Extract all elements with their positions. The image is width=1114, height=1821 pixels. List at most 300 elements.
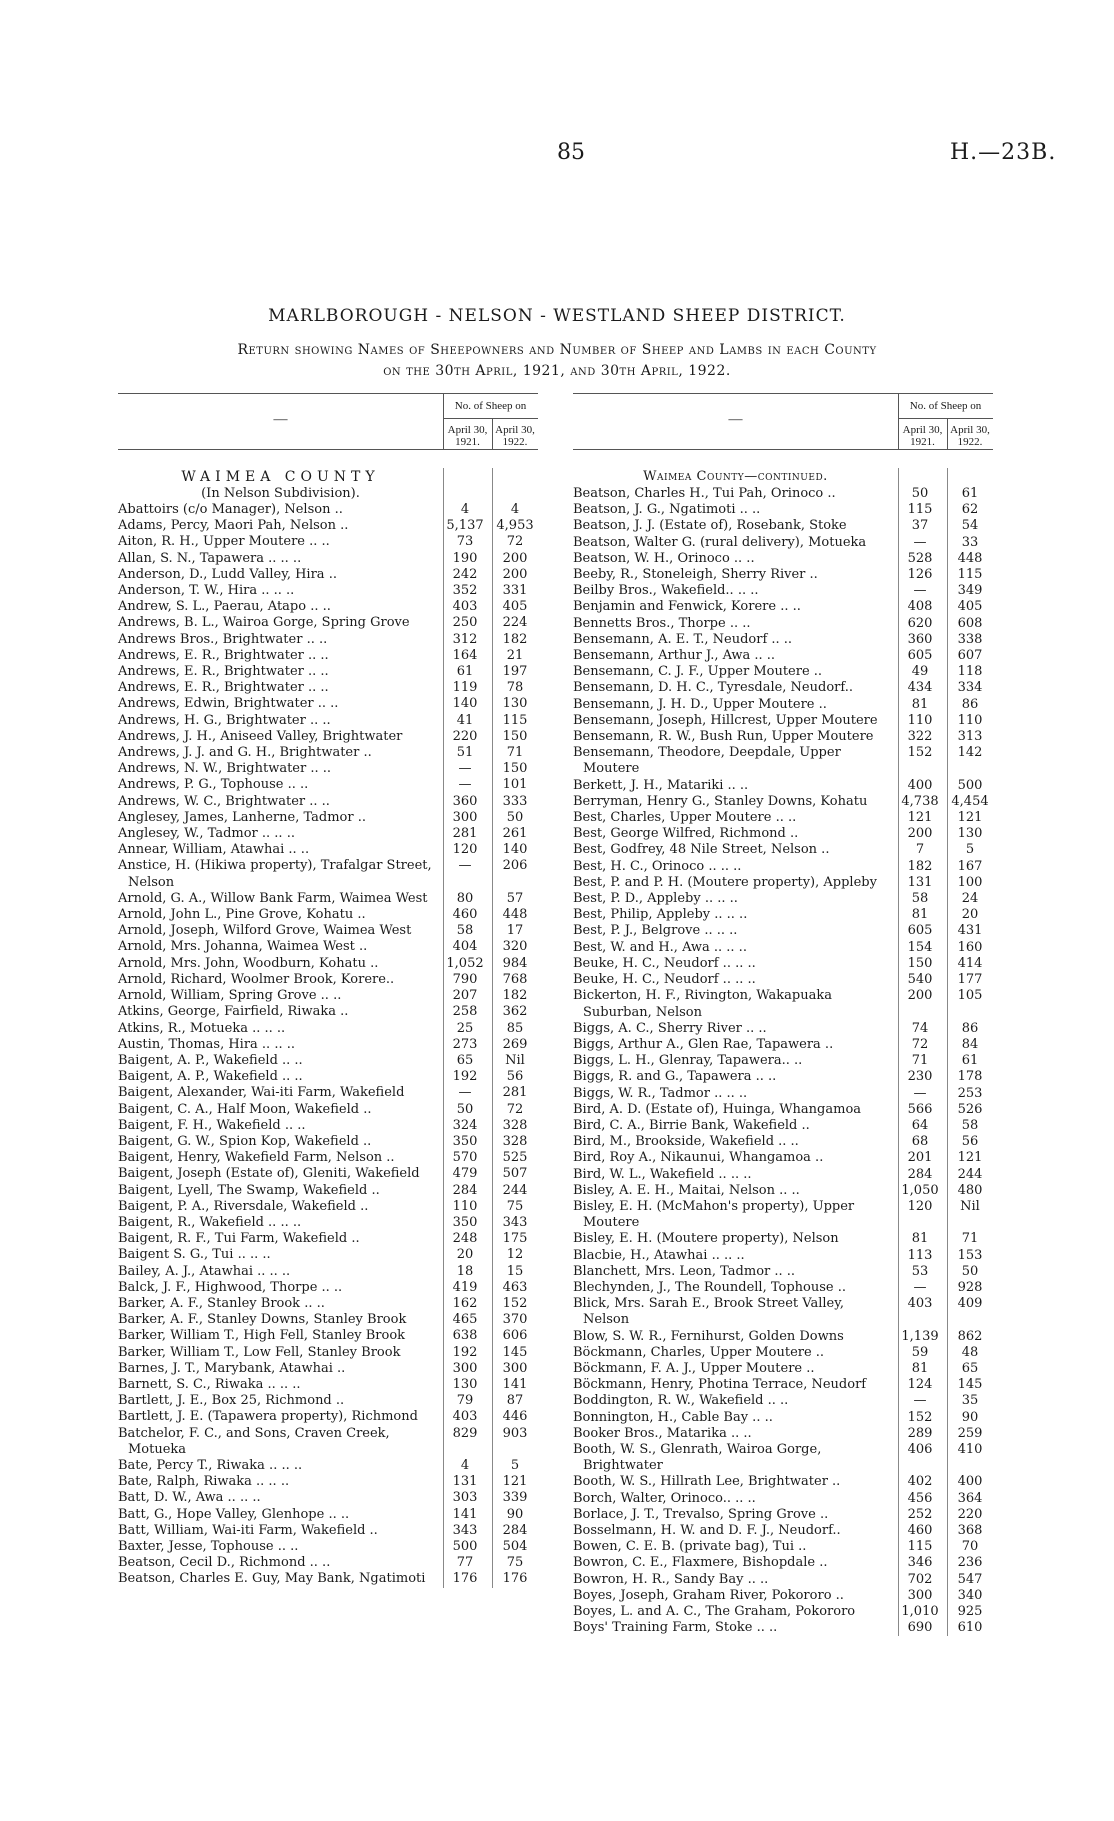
sheep-1922: 71 — [506, 745, 524, 761]
owner-name: Batt, William, Wai-iti Farm, Wakefield .. — [118, 1522, 378, 1538]
table-row — [573, 1393, 993, 1409]
table-row — [118, 534, 538, 550]
owner-name: Andrews, W. C., Brightwater .. .. — [118, 793, 330, 809]
table-row — [573, 1474, 993, 1490]
owner-name: Best, P. and P. H. (Moutere property), Appleby — [573, 874, 877, 890]
table-row — [573, 1426, 993, 1442]
sheep-1922: 400 — [957, 1474, 983, 1490]
table-row — [118, 599, 538, 615]
sheep-1921: 110 — [907, 712, 933, 728]
table-row — [573, 1361, 993, 1377]
sheep-1921: 273 — [452, 1036, 478, 1052]
table-row — [118, 1102, 538, 1118]
owner-name: Barker, William T., Low Fell, Stanley Brook — [118, 1344, 401, 1360]
owner-name: Arnold, Joseph, Wilford Grove, Waimea West — [118, 923, 412, 939]
owner-name: Arnold, G. A., Willow Bank Farm, Waimea West — [118, 890, 428, 906]
table-row — [573, 1329, 993, 1345]
table-row — [118, 664, 538, 680]
table-row — [118, 1069, 538, 1085]
table-row — [118, 1118, 538, 1134]
sheep-1922: 72 — [506, 1101, 524, 1117]
owner-name: Bird, A. D. (Estate of), Huinga, Whangamoa — [573, 1101, 862, 1117]
owner-name: Bowron, H. R., Sandy Bay .. .. — [573, 1571, 769, 1587]
sheep-1922: 56 — [506, 1069, 524, 1085]
sheep-1922: 118 — [957, 664, 983, 680]
owner-name: Andrews, H. G., Brightwater .. .. — [118, 712, 331, 728]
sheep-1921: 352 — [452, 583, 478, 599]
sheep-1921: 113 — [907, 1247, 933, 1263]
sheep-1921: 258 — [452, 1004, 478, 1020]
table-row — [573, 1523, 993, 1539]
sheep-1922: 313 — [957, 729, 983, 745]
owner-name: Blacbie, H., Atawhai .. .. .. — [573, 1247, 745, 1263]
owner-name: Bartlett, J. E., Box 25, Richmond .. — [118, 1393, 345, 1409]
sheep-1922: 100 — [957, 874, 983, 890]
table-header — [573, 393, 993, 450]
table-row — [573, 1021, 993, 1037]
sheep-1922: 176 — [502, 1571, 528, 1587]
subtitle-line-1: Return showing Names of Sheepowners and Number of Sheep and Lambs in each County — [237, 342, 877, 358]
sheep-1921: 829 — [452, 1425, 478, 1441]
sheep-1921: 605 — [907, 648, 933, 664]
owner-name: Baigent, G. W., Spion Kop, Wakefield .. — [118, 1133, 372, 1149]
right-column — [573, 393, 993, 1636]
owner-name: Baigent, R. F., Tui Farm, Wakefield .. — [118, 1231, 360, 1247]
owner-name: Benjamin and Fenwick, Korere .. .. — [573, 599, 801, 615]
owner-name: Best, P. J., Belgrove .. .. .. — [573, 923, 738, 939]
owner-name: Baigent, A. P., Wakefield .. .. — [118, 1069, 303, 1085]
table-row — [118, 1377, 538, 1393]
sheep-1921: 230 — [907, 1069, 933, 1085]
sheep-1921: 7 — [915, 842, 925, 858]
table-row — [573, 518, 993, 534]
sheep-1921: 528 — [907, 550, 933, 566]
table-row — [573, 1118, 993, 1134]
entry-list — [118, 502, 538, 1588]
sheep-1922: 87 — [506, 1393, 524, 1409]
owner-name: Bensemann, Joseph, Hillcrest, Upper Moutere — [573, 712, 878, 728]
sheep-1921: 324 — [452, 1117, 478, 1133]
sheep-1922: 405 — [502, 599, 528, 615]
sheep-1921: — — [458, 777, 472, 793]
owner-name: Beeby, R., Stoneleigh, Sherry River .. — [573, 567, 818, 583]
sheep-1922: 70 — [961, 1539, 979, 1555]
sheep-1922: 339 — [502, 1490, 528, 1506]
left-column — [118, 393, 538, 1588]
sheep-1921: 58 — [911, 891, 929, 907]
owner-name: Best, Charles, Upper Moutere .. .. — [573, 810, 797, 826]
table-row — [573, 1183, 993, 1199]
sheep-1921: 406 — [907, 1441, 933, 1457]
sheep-1922: 71 — [961, 1231, 979, 1247]
sheep-1922: 768 — [502, 971, 528, 987]
owner-name: Bate, Ralph, Riwaka .. .. .. — [118, 1474, 290, 1490]
sheep-1922: 115 — [502, 712, 528, 728]
sheep-1921: 119 — [452, 680, 478, 696]
subdivision-heading: (In Nelson Subdivision). — [201, 486, 360, 501]
sheep-1921: 150 — [907, 955, 933, 971]
sheep-1922: 105 — [957, 988, 983, 1004]
owner-name: Biggs, L. H., Glenray, Tapawera.. .. — [573, 1053, 803, 1069]
sheep-1921: 200 — [907, 988, 933, 1004]
sheep-1922: 121 — [957, 810, 983, 826]
sheep-1922: 200 — [502, 550, 528, 566]
sheep-1921: 68 — [911, 1134, 929, 1150]
sheep-1922: 50 — [961, 1263, 979, 1279]
sheep-1921: 176 — [452, 1571, 478, 1587]
table-row — [118, 1296, 538, 1312]
owner-name: Best, Philip, Appleby .. .. .. — [573, 907, 748, 923]
sheep-1922: 284 — [502, 1522, 528, 1538]
sheep-1921: 403 — [452, 1409, 478, 1425]
sheep-1922: 328 — [502, 1133, 528, 1149]
sheep-1922: 84 — [961, 1036, 979, 1052]
owner-name: Bickerton, H. F., Rivington, Wakapuaka Suburban, Nelson — [573, 988, 832, 1020]
sheep-1921: — — [913, 1279, 927, 1295]
owner-name: Beatson, J. J. (Estate of), Rosebank, Stoke — [573, 518, 847, 534]
owner-name: Beatson, Charles H., Tui Pah, Orinoco .. — [573, 486, 836, 501]
sheep-1921: 73 — [456, 534, 474, 550]
table-row — [118, 1426, 538, 1458]
table-row — [573, 1410, 993, 1426]
table-row — [118, 761, 538, 777]
sheep-1921: 500 — [452, 1539, 478, 1554]
sheep-1922: 253 — [957, 1085, 983, 1101]
sheep-1921: 50 — [456, 1101, 474, 1117]
sheep-1922: 12 — [506, 1247, 524, 1263]
table-row — [573, 1280, 993, 1296]
owner-name: Batchelor, F. C., and Sons, Craven Creek, Motueka — [118, 1425, 390, 1457]
table-row — [573, 745, 993, 777]
owner-name: Arnold, John L., Pine Grove, Kohatu .. — [118, 907, 366, 923]
owner-name: Atkins, R., Motueka .. .. .. — [118, 1020, 286, 1036]
table-row — [118, 972, 538, 988]
sheep-1921: — — [913, 1393, 927, 1409]
table-row — [573, 1167, 993, 1183]
owner-name: Allan, S. N., Tapawera .. .. .. — [118, 550, 302, 566]
owner-name: Booth, W. S., Glenrath, Wairoa Gorge, Brightwater — [573, 1441, 822, 1474]
sheep-1922: 331 — [502, 583, 528, 599]
sheep-1921: 419 — [452, 1279, 478, 1295]
sheep-1921: 154 — [907, 939, 933, 955]
sheep-1922: 925 — [957, 1604, 983, 1620]
table-row — [573, 923, 993, 939]
table-body — [118, 468, 538, 1588]
sheep-1921: 25 — [456, 1020, 474, 1036]
sheep-1922: 152 — [502, 1295, 528, 1311]
owner-name: Bensemann, C. J. F., Upper Moutere .. — [573, 664, 823, 680]
table-row — [118, 615, 538, 631]
sheep-1921: 312 — [452, 631, 478, 647]
sheep-1922: 362 — [502, 1004, 528, 1020]
sheep-1922: 4 — [510, 502, 520, 517]
owner-name: Andrews, J. H., Aniseed Valley, Brightwater — [118, 728, 403, 744]
table-row — [573, 1231, 993, 1247]
sheep-1921: 242 — [452, 566, 478, 582]
sheep-1921: 400 — [907, 777, 933, 793]
sheep-1922: 364 — [957, 1490, 983, 1506]
sheep-1922: 507 — [502, 1166, 528, 1182]
sheep-1921: 284 — [907, 1166, 933, 1182]
sheep-1921: — — [458, 1085, 472, 1101]
owner-name: Booker Bros., Matarika .. .. — [573, 1425, 752, 1441]
table-row — [118, 713, 538, 729]
owner-name: Bowen, C. E. B. (private bag), Tui .. — [573, 1539, 807, 1555]
sheep-1921: 152 — [907, 745, 933, 761]
sheep-1922: 90 — [506, 1506, 524, 1522]
sheep-1922: 281 — [502, 1085, 528, 1101]
sheep-1922: 340 — [957, 1587, 983, 1603]
table-row — [573, 1555, 993, 1571]
owner-name: Arnold, Mrs. John, Woodburn, Kohatu .. — [118, 955, 379, 971]
table-row — [573, 1296, 993, 1328]
table-row — [118, 551, 538, 567]
sheep-1922: 15 — [506, 1263, 524, 1279]
owner-name: Bird, M., Brookside, Wakefield .. .. — [573, 1134, 799, 1150]
owner-name: Boys' Training Farm, Stoke .. .. — [573, 1620, 778, 1636]
sheep-1921: 182 — [907, 858, 933, 874]
sheep-1922: 178 — [957, 1069, 983, 1085]
sheep-1921: 1,050 — [901, 1182, 939, 1198]
table-row — [573, 1491, 993, 1507]
sheep-1921: 20 — [456, 1247, 474, 1263]
table-row — [118, 583, 538, 599]
table-row — [118, 1571, 538, 1587]
owner-name: Bonnington, H., Cable Bay .. .. — [573, 1409, 773, 1425]
table-row — [118, 1231, 538, 1247]
sheep-1922: 62 — [961, 502, 979, 518]
sheep-1921: 408 — [907, 599, 933, 615]
sheep-1921: 190 — [452, 550, 478, 566]
table-row — [573, 632, 993, 648]
owner-name: Atkins, George, Fairfield, Riwaka .. — [118, 1004, 349, 1020]
table-row — [573, 1377, 993, 1393]
sheep-1922: 167 — [957, 858, 983, 874]
table-row — [118, 1555, 538, 1571]
table-row — [118, 1166, 538, 1182]
table-row — [573, 988, 993, 1020]
sheep-1922: 20 — [961, 907, 979, 923]
table-row — [573, 891, 993, 907]
sheep-1921: 350 — [452, 1133, 478, 1149]
sheep-1922: 58 — [961, 1117, 979, 1133]
owner-name: Baxter, Jesse, Tophouse .. .. — [118, 1539, 299, 1554]
sheep-1921: 1,052 — [446, 955, 484, 971]
table-row — [573, 1539, 993, 1555]
table-row — [573, 1345, 993, 1361]
sheep-1921: 300 — [452, 1360, 478, 1376]
table-row — [118, 632, 538, 648]
sheep-1922: 57 — [506, 890, 524, 906]
table-row — [573, 664, 993, 680]
sheep-1921: 53 — [911, 1263, 929, 1279]
owner-name: Andrews, E. R., Brightwater .. .. — [118, 664, 329, 680]
sheep-1921: 115 — [907, 1539, 933, 1555]
owner-name: Bate, Percy T., Riwaka .. .. .. — [118, 1457, 303, 1473]
sheep-1921: 162 — [452, 1295, 478, 1311]
table-row — [118, 1134, 538, 1150]
table-row — [118, 842, 538, 858]
table-row — [118, 1328, 538, 1344]
sheep-1921: 81 — [911, 696, 929, 712]
sheep-1921: 120 — [452, 842, 478, 858]
owner-name: Arnold, Mrs. Johanna, Waimea West .. — [118, 939, 368, 955]
table-row — [573, 1507, 993, 1523]
table-row — [118, 696, 538, 712]
county-heading: WAIMEA COUNTY — [181, 469, 380, 485]
sheep-1921: 79 — [456, 1393, 474, 1409]
owner-name: Andrews, P. G., Tophouse .. .. — [118, 777, 309, 793]
table-row — [118, 1264, 538, 1280]
page-number: 85 — [557, 140, 585, 165]
table-row — [573, 551, 993, 567]
owner-name: Beatson, Walter G. (rural delivery), Motueka — [573, 534, 867, 550]
owner-name: Bosselmann, H. W. and D. F. J., Neudorf.. — [573, 1523, 841, 1538]
owner-name: Biggs, W. R., Tadmor .. .. .. — [573, 1085, 748, 1101]
table-row — [573, 1134, 993, 1150]
sheep-1921: 350 — [452, 1214, 478, 1230]
owner-name: Annear, William, Atawhai .. .. — [118, 842, 310, 858]
sheep-1921: 402 — [907, 1474, 933, 1490]
owner-name: Boddington, R. W., Wakefield .. .. — [573, 1393, 789, 1409]
header-group: No. of Sheep on — [909, 400, 982, 412]
table-row — [118, 923, 538, 939]
sheep-1921: 61 — [456, 664, 474, 680]
sheep-1922: 90 — [961, 1409, 979, 1425]
sheep-1922: 110 — [957, 712, 983, 728]
sheep-1921: 638 — [452, 1328, 478, 1344]
table-row — [118, 777, 538, 793]
sheep-1922: 220 — [957, 1506, 983, 1522]
owner-name: Beuke, H. C., Neudorf .. .. .. — [573, 972, 756, 988]
sheep-1922: 141 — [502, 1376, 528, 1392]
table-row — [573, 583, 993, 599]
owner-name: Bisley, E. H. (Moutere property), Nelson — [573, 1231, 839, 1247]
sheep-1922: 4,953 — [496, 518, 534, 534]
sheep-1921: 1,010 — [901, 1604, 939, 1620]
table-row — [118, 1199, 538, 1215]
sheep-1922: 115 — [957, 567, 983, 583]
sheep-1922: 50 — [506, 809, 524, 825]
owner-name: Best, H. C., Orinoco .. .. .. — [573, 858, 742, 874]
owner-name: Baigent S. G., Tui .. .. .. — [118, 1247, 271, 1263]
owner-name: Arnold, Richard, Woolmer Brook, Korere.. — [118, 971, 395, 987]
owner-name: Best, Godfrey, 48 Nile Street, Nelson .. — [573, 842, 830, 858]
sheep-1922: 48 — [961, 1344, 979, 1360]
sheep-1921: 207 — [452, 988, 478, 1004]
owner-name: Bensemann, D. H. C., Tyresdale, Neudorf.. — [573, 680, 853, 696]
owner-name: Andrew, S. L., Paerau, Atapo .. .. — [118, 599, 331, 615]
table-row — [118, 1280, 538, 1296]
owner-name: Blick, Mrs. Sarah E., Brook Street Valley, Nelson — [573, 1296, 844, 1328]
table-row — [573, 1086, 993, 1102]
sheep-1922: 610 — [957, 1620, 983, 1636]
sheep-1921: 4 — [460, 502, 470, 517]
table-row — [573, 1199, 993, 1231]
sheep-1921: 72 — [911, 1036, 929, 1052]
sheep-1922: 334 — [957, 680, 983, 696]
table-row — [573, 1264, 993, 1280]
owner-name: Best, George Wilfred, Richmond .. — [573, 826, 799, 842]
header-dash: — — [728, 412, 743, 427]
sheep-1921: 81 — [911, 907, 929, 923]
table-row — [573, 1037, 993, 1053]
sheep-1921: 248 — [452, 1231, 478, 1247]
sheep-1921: 4 — [460, 1457, 470, 1473]
sheep-1922: 480 — [957, 1182, 983, 1198]
owner-name: Böckmann, Henry, Photina Terrace, Neudorf — [573, 1377, 867, 1393]
sheep-1921: 140 — [452, 696, 478, 712]
owner-name: Biggs, R. and G., Tapawera .. .. — [573, 1069, 777, 1085]
header-1921: April 30, 1921. — [902, 424, 943, 448]
table-row — [118, 567, 538, 583]
sheep-1922: 56 — [961, 1134, 979, 1150]
owner-name: Bensemann, R. W., Bush Run, Upper Moutere — [573, 729, 874, 745]
table-row — [573, 616, 993, 632]
sheep-1921: 59 — [911, 1344, 929, 1360]
owner-name: Böckmann, Charles, Upper Moutere .. — [573, 1344, 825, 1360]
sheep-1921: 360 — [452, 793, 478, 809]
sheep-1922: 903 — [502, 1425, 528, 1441]
owner-name: Batt, D. W., Awa .. .. .. — [118, 1490, 261, 1506]
table-row — [573, 859, 993, 875]
sheep-1921: 164 — [452, 647, 478, 663]
sheep-1921: — — [458, 858, 472, 874]
sheep-1921: 403 — [907, 1296, 933, 1312]
sheep-1921: 540 — [907, 972, 933, 988]
owner-name: Bensemann, J. H. D., Upper Moutere .. — [573, 696, 827, 712]
sheep-1922: 150 — [502, 761, 528, 777]
sheep-1921: 343 — [452, 1522, 478, 1538]
owner-name: Batt, G., Hope Valley, Glenhope .. .. — [118, 1506, 350, 1522]
sheep-1922: 463 — [502, 1279, 528, 1295]
table-row — [118, 1361, 538, 1377]
table-row — [118, 891, 538, 907]
sheep-1922: 862 — [957, 1328, 983, 1344]
sheep-1921: 81 — [911, 1360, 929, 1376]
owner-name: Booth, W. S., Hillrath Lee, Brightwater .. — [573, 1474, 841, 1490]
sheep-1921: — — [458, 761, 472, 777]
sheep-1921: 131 — [452, 1474, 478, 1490]
table-row — [118, 810, 538, 826]
sheep-1922: Nil — [960, 1198, 980, 1214]
table-row — [573, 956, 993, 972]
sheep-1921: 126 — [907, 567, 933, 583]
table-row — [118, 858, 538, 890]
table-row — [573, 907, 993, 923]
sheep-1921: 252 — [907, 1506, 933, 1522]
table-row — [118, 1474, 538, 1490]
table-row — [118, 1490, 538, 1506]
sheep-1922: 343 — [502, 1214, 528, 1230]
owner-name: Blow, S. W. R., Fernihurst, Golden Downs — [573, 1328, 844, 1344]
owner-name: Andrews, E. R., Brightwater .. .. — [118, 647, 329, 663]
sheep-1922: 33 — [961, 534, 979, 550]
table-row — [118, 648, 538, 664]
owner-name: Andrews, B. L., Wairoa Gorge, Spring Grove — [118, 615, 410, 631]
sheep-1922: 24 — [961, 891, 979, 907]
owner-name: Baigent, Joseph (Estate of), Gleniti, Wakefield — [118, 1166, 420, 1182]
owner-name: Baigent, P. A., Riversdale, Wakefield .. — [118, 1198, 369, 1214]
table-row — [118, 1523, 538, 1539]
table-row — [573, 697, 993, 713]
owner-name: Andrews Bros., Brightwater .. .. — [118, 631, 328, 647]
sheep-1922: 177 — [957, 972, 983, 988]
owner-name: Berkett, J. H., Matariki .. .. — [573, 777, 749, 793]
owner-name: Bird, W. L., Wakefield .. .. .. — [573, 1166, 752, 1182]
owner-name: Bailey, A. J., Atawhai .. .. .. — [118, 1263, 291, 1279]
table-row — [573, 842, 993, 858]
